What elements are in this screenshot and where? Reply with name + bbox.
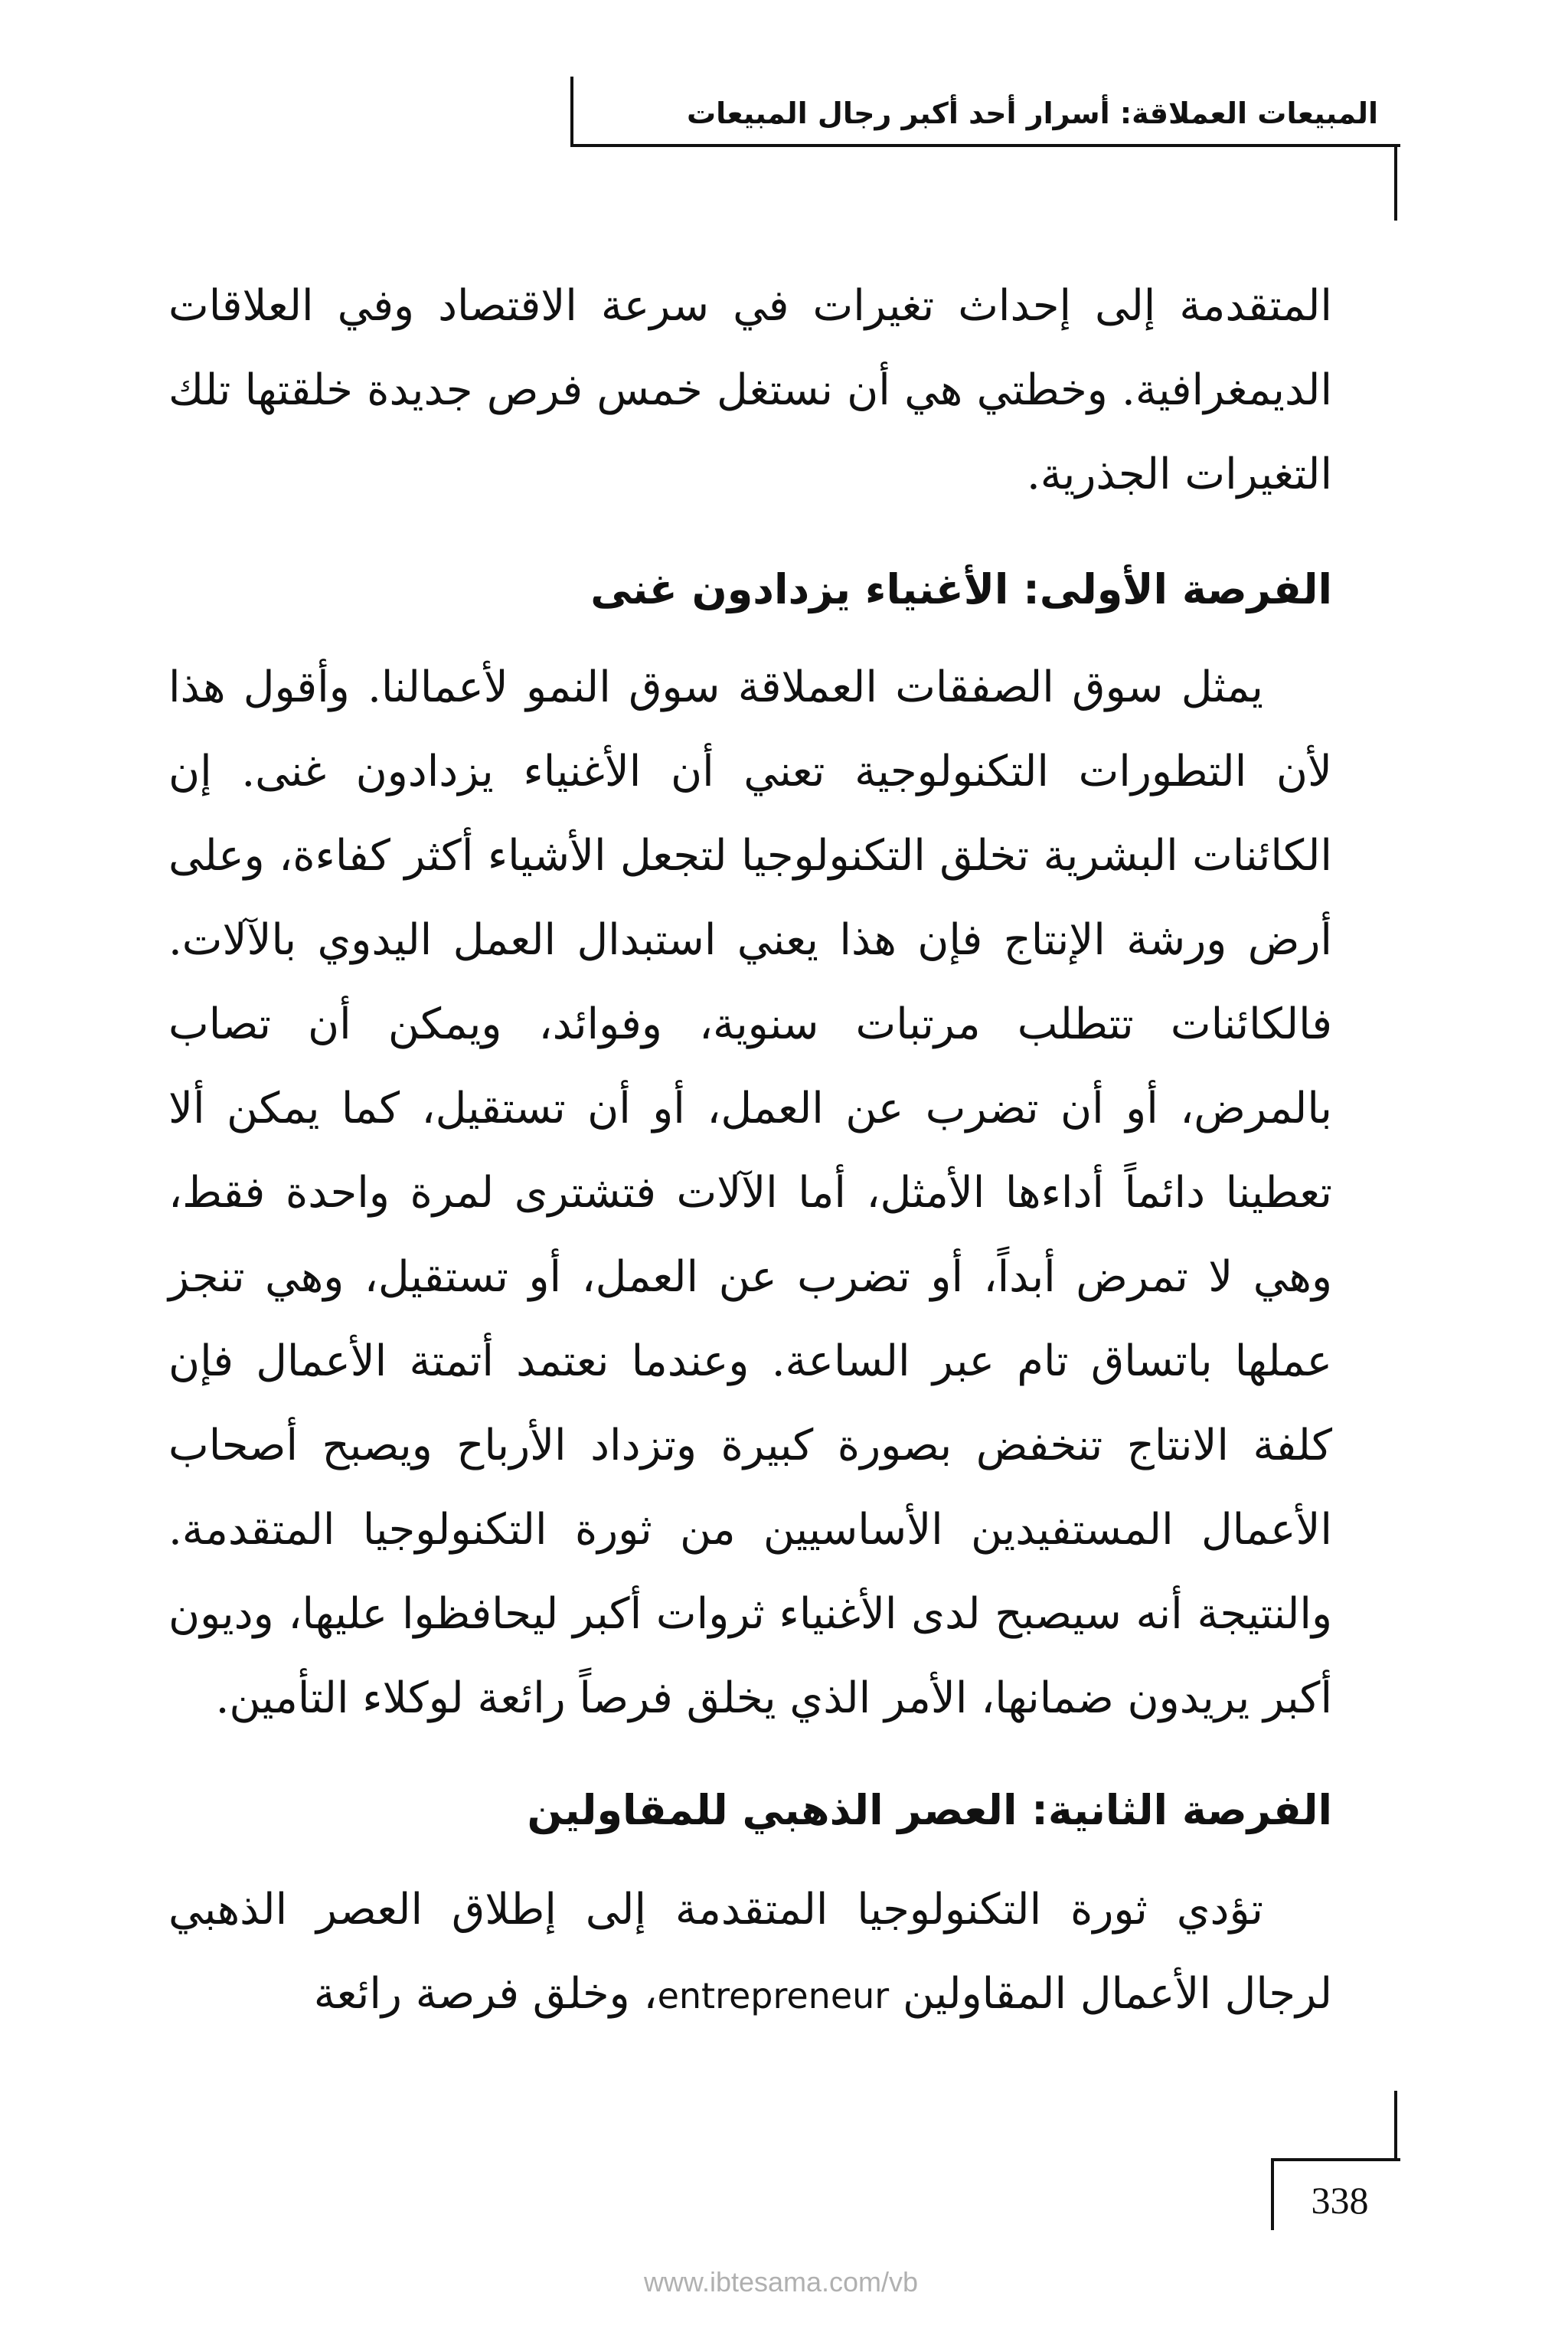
header-frame-tail-rule	[1394, 144, 1397, 221]
page-number: 338	[1311, 2179, 1369, 2222]
watermark-url: www.ibtesama.com/vb	[643, 2266, 919, 2298]
paragraph-text-before-term: تؤدي ثورة التكنولوجيا المتقدمة إلى إطلاق العصر الذهبي لرجال الأعمال المقاولين	[168, 1885, 1332, 2019]
section-heading-first-opportunity: الفرصة الأولى: الأغنياء يزدادون غنى	[590, 565, 1332, 613]
page-body	[168, 264, 1332, 2061]
running-header: المبيعات العملاقة: أسرار أحد أكبر رجال المبيعات	[686, 96, 1378, 130]
section-paragraph-first-opportunity: يمثل سوق الصفقات العملاقة سوق النمو لأعمالنا. وأقول هذا لأن التطورات التكنولوجية تعني أن الأغنياء يزدادون غنى. إن الكائنات البشرية تخلق التكنولوجيا لتجعل الأشياء أكثر كفاءة، وعلى أرض ورشة الإنتاج فإن هذا يعني استبدال العمل اليدوي بالآلات. فالكائنات تتطلب مرتبات سنوية، وفوائد، ويمكن أن تصاب بالمرض، أو أن تضرب عن العمل، أو أن تستقيل، كما يمكن ألا تعطينا دائماً أداءها الأمثل، أما الآلات فتشترى لمرة واحدة فقط، وهي لا تمرض أبداً، أو تضرب عن العمل، أو تستقيل، وهي تنجز عملها باتساق تام عبر الساعة. وعندما نعتمد أتمتة الأعمال فإن كلفة الانتاج تنخفض بصورة كبيرة وتزداد الأرباح ويصبح أصحاب الأعمال المستفيدين الأساسيين من ثورة التكنولوجيا المتقدمة. والنتيجة أنه سيصبح لدى الأغنياء ثروات أكبر ليحافظوا عليها، وديون أكبر يريدون ضمانها، الأمر الذي يخلق فرصاً رائعة لوكلاء التأمين.	[168, 662, 1333, 1723]
section-heading-second-opportunity: الفرصة الثانية: العصر الذهبي للمقاولين	[527, 1786, 1332, 1834]
section-paragraph-second-opportunity	[168, 1868, 1332, 2038]
intro-paragraph: المتقدمة إلى إحداث تغيرات في سرعة الاقتصاد وفي العلاقات الديمغرافية. وخطتي هي أن نستغل خمس فرص جديدة خلقتها تلك التغيرات الجذرية.	[168, 281, 1332, 499]
page-number-frame-tail-rule	[1394, 2091, 1397, 2161]
paragraph-text-after-term: ، وخلق فرصة رائعة	[313, 1969, 658, 2019]
latin-term: entrepreneur	[657, 1975, 890, 2016]
